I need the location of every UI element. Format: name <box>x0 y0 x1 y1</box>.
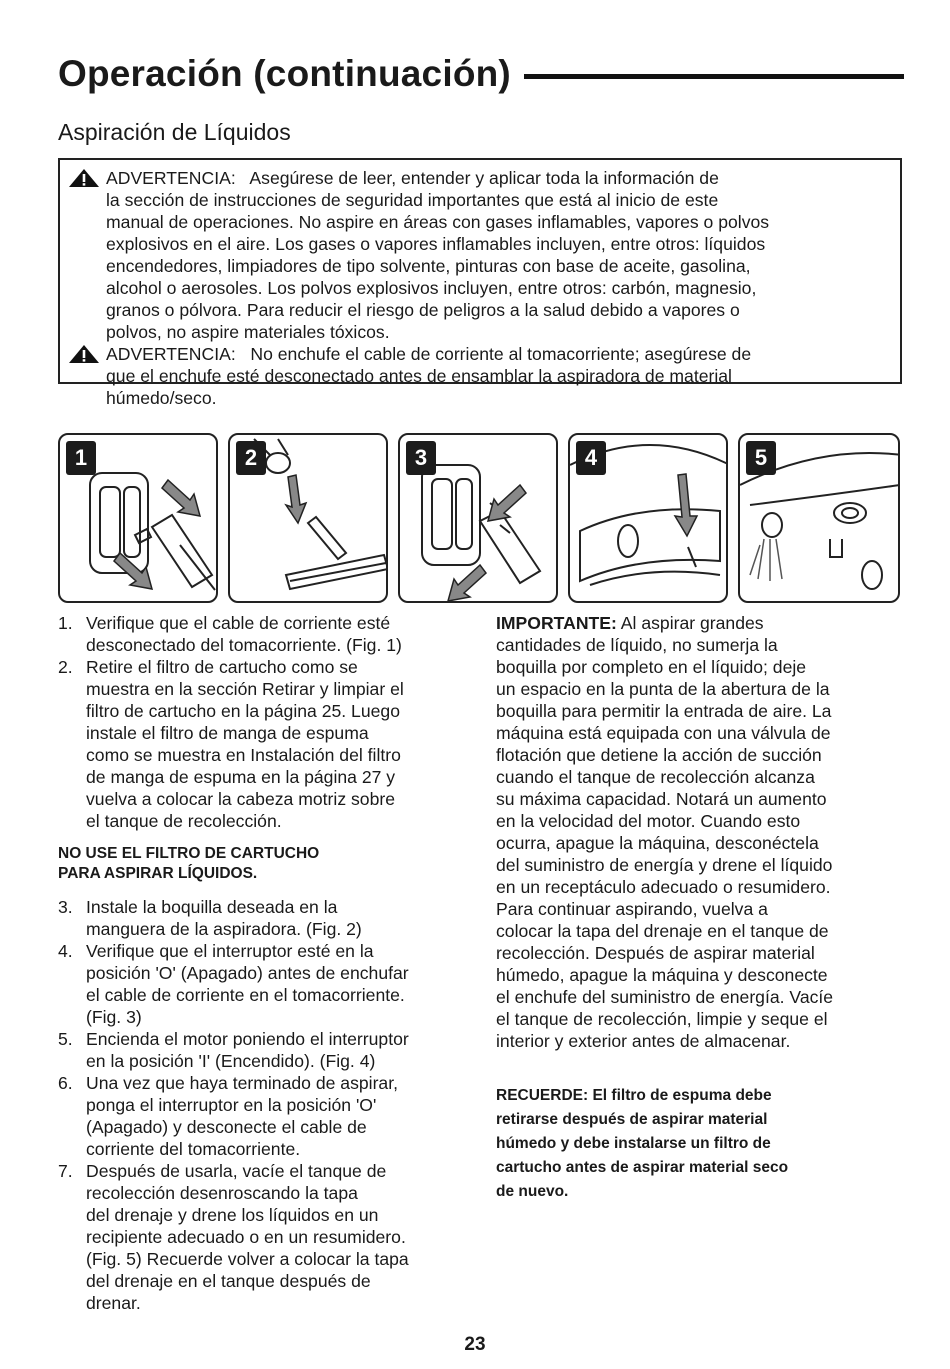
note-line: ocurra, apague la máquina, desconéctela <box>496 833 819 853</box>
steps-list <box>58 612 468 832</box>
note-line: el enchufe del suministro de energía. Vacíe <box>496 987 834 1007</box>
figure-1 <box>58 433 218 603</box>
step-line: posición 'O' (Apagado) antes de enchufar <box>86 963 409 983</box>
note-line: cantidades de líquido, no sumerja la <box>496 635 778 655</box>
step-line: el tanque de recolección. <box>86 811 282 831</box>
step-line: ponga el interruptor en la posición 'O' <box>86 1095 377 1115</box>
title-rule <box>524 74 904 79</box>
step-line: Encienda el motor poniendo el interruptor <box>86 1029 409 1049</box>
warning-1 <box>66 167 894 343</box>
step-line: como se muestra en Instalación del filtro <box>86 745 401 765</box>
step-line: (Apagado) y desconecte el cable de <box>86 1117 367 1137</box>
figure-strip <box>58 433 900 603</box>
note-line: el tanque de recolección, limpie y seque el <box>496 1009 828 1029</box>
note-line: boquilla para permitir la entrada de aire. La <box>496 701 832 721</box>
step-line: el cable de corriente en el tomacorriente. <box>86 985 405 1005</box>
warning-line: No enchufe el cable de corriente al tomacorriente; asegúrese de <box>250 344 752 364</box>
figure-number: 2 <box>236 441 266 475</box>
warning-line: húmedo/seco. <box>106 388 217 408</box>
figure-number: 5 <box>746 441 776 475</box>
step-number: 5. <box>58 1029 73 1049</box>
figure-2 <box>228 433 388 603</box>
step-line: vuelva a colocar la cabeza motriz sobre <box>86 789 396 809</box>
note-line: Para continuar aspirando, vuelva a <box>496 899 768 919</box>
note-line: cuando el tanque de recolección alcanza <box>496 767 815 787</box>
step-line: muestra en la sección Retirar y limpiar el <box>86 679 404 699</box>
step-line: del drenaje y drene los líquidos en un <box>86 1205 379 1225</box>
warning-line: alcohol o aerosoles. Los polvos explosivos incluyen, entre otros: carbón, magnesio, <box>106 278 757 298</box>
warning-box <box>58 158 902 408</box>
reminder-line: de nuevo. <box>496 1183 569 1200</box>
reminder-line: húmedo y debe instalarse un filtro de <box>496 1135 771 1152</box>
caution-note <box>58 844 468 884</box>
step-line: manguera de la aspiradora. (Fig. 2) <box>86 919 362 939</box>
list-item <box>58 1072 468 1160</box>
caution-line: PARA ASPIRAR LÍQUIDOS. <box>58 865 258 882</box>
note-line: un espacio en la punta de la abertura de la <box>496 679 830 699</box>
page-title: Operación (continuación) <box>58 53 511 94</box>
step-line: Instale la boquilla deseada en la <box>86 897 338 917</box>
note-line: interior y exterior antes de almacenar. <box>496 1031 791 1051</box>
warning-label: ADVERTENCIA: <box>106 344 236 364</box>
warning-line: Asegúrese de leer, entender y aplicar toda la información de <box>249 168 719 188</box>
step-line: filtro de cartucho en la página 25. Luego <box>86 701 400 721</box>
step-line: de manga de espuma en la página 27 y <box>86 767 396 787</box>
section-title: Aspiración de Líquidos <box>58 119 291 145</box>
warning-line: la sección de instrucciones de seguridad importantes que está al inicio de este <box>106 190 719 210</box>
step-line: Verifique que el interruptor esté en la <box>86 941 374 961</box>
step-line: recolección desenroscando la tapa <box>86 1183 358 1203</box>
figure-4 <box>568 433 728 603</box>
step-number: 4. <box>58 941 73 961</box>
warning-line: manual de operaciones. No aspire en áreas con gases inflamables, vapores o polvos <box>106 212 770 232</box>
warning-triangle-icon <box>68 344 100 364</box>
figure-5 <box>738 433 900 603</box>
warning-label: ADVERTENCIA: <box>106 168 236 188</box>
step-line: (Fig. 5) Recuerde volver a colocar la tapa <box>86 1249 409 1269</box>
instructions-column <box>58 612 468 1314</box>
note-line: flotación que detiene la acción de succión <box>496 745 822 765</box>
note-line: recolección. Después de aspirar material <box>496 943 815 963</box>
step-line: corriente del tomacorriente. <box>86 1139 301 1159</box>
step-line: del drenaje en el tanque después de <box>86 1271 371 1291</box>
notes-column <box>496 612 906 1204</box>
list-item <box>58 1028 468 1072</box>
step-number: 6. <box>58 1073 73 1093</box>
warning-line: polvos, no aspire materiales tóxicos. <box>106 322 390 342</box>
note-line: Al aspirar grandes <box>620 613 764 633</box>
warning-triangle-icon <box>68 168 100 188</box>
figure-number: 4 <box>576 441 606 475</box>
step-line: desconectado del tomacorriente. (Fig. 1) <box>86 635 402 655</box>
reminder-label: RECUERDE: <box>496 1087 589 1104</box>
step-number: 3. <box>58 897 73 917</box>
step-line: (Fig. 3) <box>86 1007 142 1027</box>
figure-number: 1 <box>66 441 96 475</box>
step-line: recipiente adecuado o en un resumidero. <box>86 1227 406 1247</box>
note-line: en la velocidad del motor. Cuando esto <box>496 811 801 831</box>
warning-line: explosivos en el aire. Los gases o vapores inflamables incluyen, entre otros: líquidos <box>106 234 766 254</box>
step-line: en la posición 'I' (Encendido). (Fig. 4) <box>86 1051 376 1071</box>
reminder-line: El filtro de espuma debe <box>592 1087 772 1104</box>
step-line: Verifique que el cable de corriente esté <box>86 613 391 633</box>
step-line: drenar. <box>86 1293 141 1313</box>
warning-2 <box>66 343 894 409</box>
note-line: del suministro de energía y drene el líquido <box>496 855 833 875</box>
step-number: 7. <box>58 1161 73 1181</box>
note-line: máquina está equipada con una válvula de <box>496 723 831 743</box>
step-number: 2. <box>58 657 73 677</box>
important-note <box>496 612 906 1052</box>
warning-line: granos o pólvora. Para reducir el riesgo de peligros a la salud debido a vapores o <box>106 300 740 320</box>
list-item <box>58 656 468 832</box>
note-line: su máxima capacidad. Notará un aumento <box>496 789 827 809</box>
steps-list <box>58 896 468 1314</box>
reminder-line: cartucho antes de aspirar material seco <box>496 1159 789 1176</box>
warning-line: encendedores, limpiadores de tipo solvente, pinturas con base de aceite, gasolina, <box>106 256 751 276</box>
note-line: en un receptáculo adecuado o resumidero. <box>496 877 831 897</box>
list-item <box>58 612 468 656</box>
step-number: 1. <box>58 613 73 633</box>
note-line: colocar la tapa del drenaje en el tanque de <box>496 921 829 941</box>
warning-line: que el enchufe esté desconectado antes de ensamblar la aspiradora de material <box>106 366 732 386</box>
figure-3 <box>398 433 558 603</box>
list-item <box>58 896 468 940</box>
caution-line: NO USE EL FILTRO DE CARTUCHO <box>58 845 320 862</box>
important-label: IMPORTANTE: <box>496 613 617 633</box>
step-line: instale el filtro de manga de espuma <box>86 723 369 743</box>
step-line: Después de usarla, vacíe el tanque de <box>86 1161 387 1181</box>
figure-number: 3 <box>406 441 436 475</box>
list-item <box>58 940 468 1028</box>
step-line: Retire el filtro de cartucho como se <box>86 657 358 677</box>
list-item <box>58 1160 468 1314</box>
note-line: húmedo, apague la máquina y desconecte <box>496 965 828 985</box>
note-line: boquilla por completo en el líquido; deje <box>496 657 807 677</box>
step-line: Una vez que haya terminado de aspirar, <box>86 1073 398 1093</box>
reminder-note <box>496 1084 906 1204</box>
page-number: 23 <box>464 1334 486 1355</box>
reminder-line: retirarse después de aspirar material <box>496 1111 768 1128</box>
